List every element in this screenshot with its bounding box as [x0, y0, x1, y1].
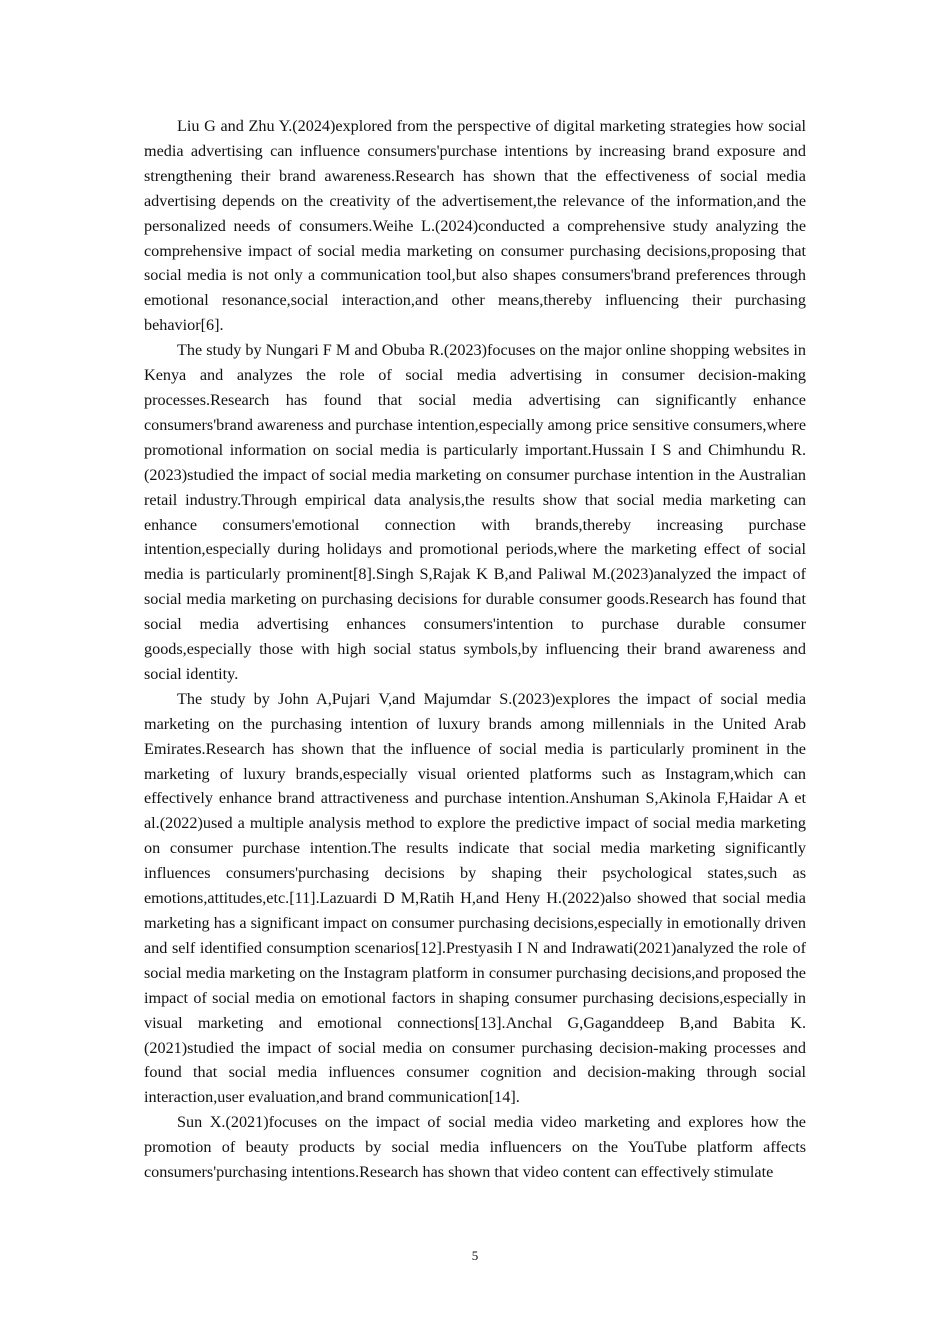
paragraph: Sun X.(2021)focuses on the impact of social media video marketing and explores how the promotion of beauty products by social media influencers on the YouTube platform affects consumers'purchasing intentions.Research has shown that video content can effectively stimulate: [144, 1113, 806, 1182]
paragraph: The study by Nungari F M and Obuba R.(2023)focuses on the major online shopping websites in Kenya and analyzes the role of social media advertising in consumer decision-making processes.Research has found that social media advertising can significantly enhance consumers'brand awareness and purchase intention,especially among price sensitive consumers,where promotional information on social media is particularly important.Hussain I S and Chimhundu R.(2023)studied the impact of social media marketing on consumer purchase intention in the Australian retail industry.Through empirical data analysis,the results show that social media marketing can enhance consumers'emotional connection with brands,thereby increasing purchase intention,especially during holidays and promotional periods,where the marketing effect of social media is particularly prominent[8].Singh S,Rajak K B,and Paliwal M.(2023)analyzed the impact of social media marketing on purchasing decisions for durable consumer goods.Research has found that social media advertising enhances consumers'intention to purchase durable consumer goods,especially those with high social status symbols,by influencing their brand awareness and social identity.: [144, 341, 806, 683]
paragraph: Liu G and Zhu Y.(2024)explored from the perspective of digital marketing strategies how social media advertising can influence consumers'purchase intentions by increasing brand exposure and strengthening their brand awareness.Research has shown that the effectiveness of social media advertising depends on the creativity of the advertisement,the relevance of the information,and the personalized needs of consumers.Weihe L.(2024)conducted a comprehensive study analyzing the comprehensive impact of social media marketing on consumer purchasing decisions,proposing that social media is not only a communication tool,but also shapes consumers'brand preferences through emotional resonance,social interaction,and other means,thereby influencing their purchasing behavior[6].: [144, 117, 806, 335]
paragraph: The study by John A,Pujari V,and Majumdar S.(2023)explores the impact of social media marketing on the purchasing intention of luxury brands among millennials in the United Arab Emirates.Research has shown that the influence of social media is particularly prominent in the marketing of luxury brands,especially visual oriented platforms such as Instagram,which can effectively enhance brand attractiveness and purchase intention.Anshuman S,Akinola F,Haidar A et al.(2022)used a multiple analysis method to explore the predictive impact of social media marketing on consumer purchase intention.The results indicate that social media marketing significantly influences consumers'purchasing decisions by shaping their psychological states,such as emotions,attitudes,etc.[11].Lazuardi D M,Ratih H,and Heny H.(2022)also showed that social media marketing has a significant impact on consumer purchasing decisions,especially in emotionally driven and self identified consumption scenarios[12].Prestyasih I N and Indrawati(2021)analyzed the role of social media marketing on the Instagram platform in consumer purchasing decisions,and proposed the impact of social media on emotional factors in shaping consumer purchasing decisions,especially in visual marketing and emotional connections[13].Anchal G,Gaganddeep B,and Babita K.(2021)studied the impact of social media on consumer purchasing decision-making processes and found that social media influences consumer cognition and decision-making through social interaction,user evaluation,and brand communication[14].: [144, 689, 806, 1107]
body-text: [144, 114, 806, 1185]
page-number: 5: [471, 1248, 479, 1263]
